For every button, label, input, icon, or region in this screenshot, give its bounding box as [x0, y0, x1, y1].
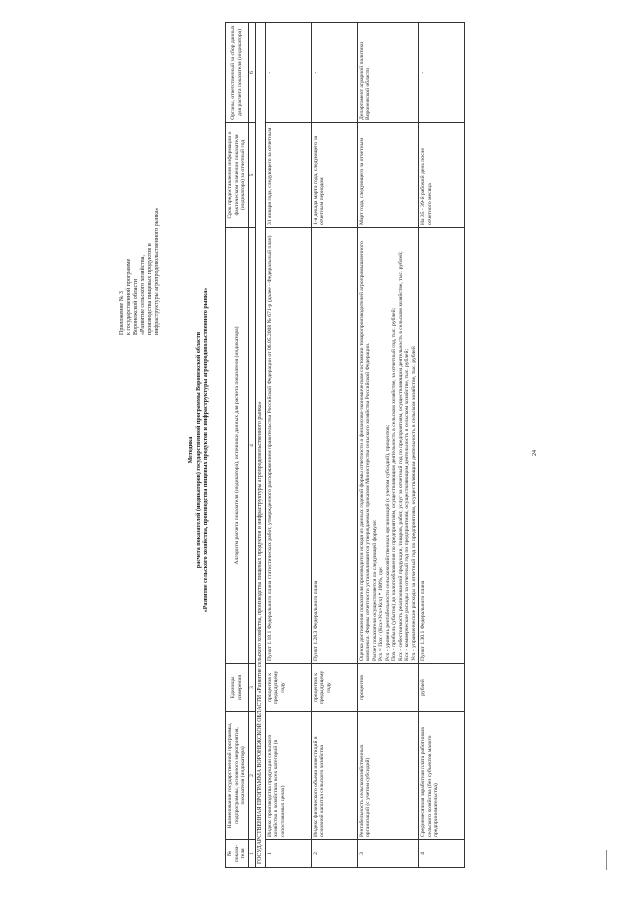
- section-row: [256, 23, 266, 868]
- algorithm-line: Пункт 1.30.1 Федерального плана: [420, 580, 426, 661]
- row-number: 3: [357, 840, 419, 868]
- appendix-line: инфраструктуры агропродовольственного рынка»: [153, 207, 160, 335]
- indicator-name: Индекс производства продукции сельского хозяйства в хозяйствах всех категорий (в сопоставимых ценах): [265, 712, 311, 840]
- indicator-name: Среднемесячная заработная плата работников сельского хозяйства (без субъектов малого предпринимательства): [419, 712, 465, 840]
- column-number: 1: [248, 840, 256, 868]
- indicator-deadline: 1-я декада марта года, следующего за отчетным периодом: [311, 123, 357, 228]
- indicator-name: Индекс физического объема инвестиций в основной капитал сельского хозяйства: [311, 712, 357, 840]
- row-number: 2: [311, 840, 357, 868]
- algorithm-line: Пункт 1.28.3 Федерального плана: [312, 580, 319, 661]
- appendix-line: Воронежской области: [132, 279, 139, 335]
- table-row: [357, 23, 419, 868]
- indicator-deadline: Март года, следующего за отчетным: [357, 123, 419, 228]
- indicator-deadline: На 35 - 39-й рабочий день после отчетного месяца: [419, 123, 465, 228]
- indicator-algorithm: [357, 228, 419, 664]
- appendix-line: производства пищевых продуктов и: [146, 243, 153, 335]
- heading-subtitle: расчета показателей (индикаторов) государственной программы Воронежской области: [195, 331, 202, 569]
- column-number: 6: [248, 23, 256, 123]
- page-number: 24: [532, 450, 538, 456]
- algorithm-line: Оценка достижения показателя производится исходя из данных годовой формы отчетности о финансово-экономическом состоянии товаропроизводителей агропромышленного комплекса. Формы отчетности устанавливаются утверждаемым приказом Министерства сельского хозяйства Российской Федерации.: [358, 241, 371, 661]
- heading-program: «Развитие сельского хозяйства, производства пищевых продуктов и инфраструктуры агропродовольственного рынка»: [203, 287, 210, 613]
- table-row: [419, 23, 465, 868]
- algorithm-line: Усх - управленческие расходы за отчетный год по предприятиям, осуществляющим деятельность в сельском хозяйстве, тыс. рублей: [410, 346, 417, 661]
- document-heading: [188, 235, 211, 665]
- indicator-algorithm: [311, 228, 357, 664]
- indicator-unit: процентов к предыдущему году: [311, 664, 357, 712]
- algorithm-line: Ксх - себестоимость реализованной продукции, товаров, работ, услуг за отчетный год по предприятиям, осуществляющим деятельность в сельском хозяйстве, тыс. рублей;: [397, 251, 404, 661]
- indicator-responsible: -: [419, 23, 465, 123]
- column-number: 2: [248, 712, 256, 840]
- indicator-responsible: Департамент аграрной политики Воронежской области: [357, 23, 419, 123]
- indicator-unit: рублей: [419, 664, 465, 712]
- algorithm-line: Ксх - коммерческие расходы за отчетный год по предприятиям, осуществляющим деятельность в сельском хозяйстве, тыс. рублей;: [404, 348, 410, 661]
- indicator-deadline: 31 января года, следующего за отчетным: [265, 123, 311, 228]
- algorithm-line: Расчет показателя осуществляется по следующей формуле:: [371, 519, 378, 661]
- indicator-responsible: -: [265, 23, 311, 123]
- row-number: 1: [265, 840, 311, 868]
- table-row: [265, 23, 311, 868]
- heading-title: Методика: [188, 436, 194, 464]
- footnote-divider: [606, 850, 607, 870]
- algorithm-line: Рсх - уровень рентабельности сельскохозяйственных организаций (с учетом субсидий), процентов;: [384, 424, 391, 661]
- header-cell: Наименование государственной программы, подпрограммы, основного мероприятия, показателя (индикатора): [226, 712, 249, 840]
- appendix-line: «Развитие сельского хозяйства,: [139, 255, 146, 335]
- header-cell: Единицы измерения: [226, 664, 249, 712]
- column-number: 4: [248, 228, 256, 664]
- section-title: ГОСУДАРСТВЕННАЯ ПРОГРАММА ВОРОНЕЖСКОЙ ОБЛАСТИ «Развитие сельского хозяйства, производства пищевых продуктов и инфраструктуры агропродовольственного рынка»: [256, 23, 266, 868]
- indicator-unit: процентов к предыдущему году: [265, 664, 311, 712]
- indicator-responsible: -: [311, 23, 357, 123]
- appendix-line: Приложение № 3: [119, 291, 125, 335]
- algorithm-line: Пох - прибыль (убыток) до налогообложения по предприятиям, осуществляющим деятельность в сельском хозяйстве, за отчетный год, тыс. рублей;: [391, 307, 397, 661]
- header-cell: Органы, ответственный за сбор данных для расчета показателя (индикатора): [226, 23, 249, 123]
- header-cell: Срок предоставления информации о фактическом значении показателя (индикатора) за отчетный год: [226, 123, 249, 228]
- column-number: 3: [248, 664, 256, 712]
- methodology-table: [225, 22, 465, 868]
- indicator-unit: процентов: [357, 664, 419, 712]
- column-number-row: [248, 23, 256, 868]
- indicator-algorithm: [265, 228, 311, 664]
- header-row: [226, 23, 249, 868]
- indicator-algorithm: [419, 228, 465, 664]
- header-cell: № показа-теля: [226, 840, 249, 868]
- appendix-line: к государственной программе: [125, 258, 132, 335]
- indicator-name: Рентабельность сельскохозяйственных организаций (с учетом субсидий): [357, 712, 419, 840]
- row-number: 4: [419, 840, 465, 868]
- algorithm-line: Рсх = Пох / (Ксх+Усх+Ксх) * 100%, где:: [378, 566, 384, 661]
- algorithm-line: Пункт 1.18.1 Федерального плана статистических работ, утвержденного распоряжением правительства Российской Федерации от 06.05.2008 № 671-р (далее - Федеральный план): [266, 235, 273, 661]
- appendix-note: [119, 135, 160, 335]
- header-cell: Алгоритм расчета показателя (индикатора), источники данных для расчета показателя (индикатора): [226, 228, 249, 664]
- column-number: 5: [248, 123, 256, 228]
- table-row: [311, 23, 357, 868]
